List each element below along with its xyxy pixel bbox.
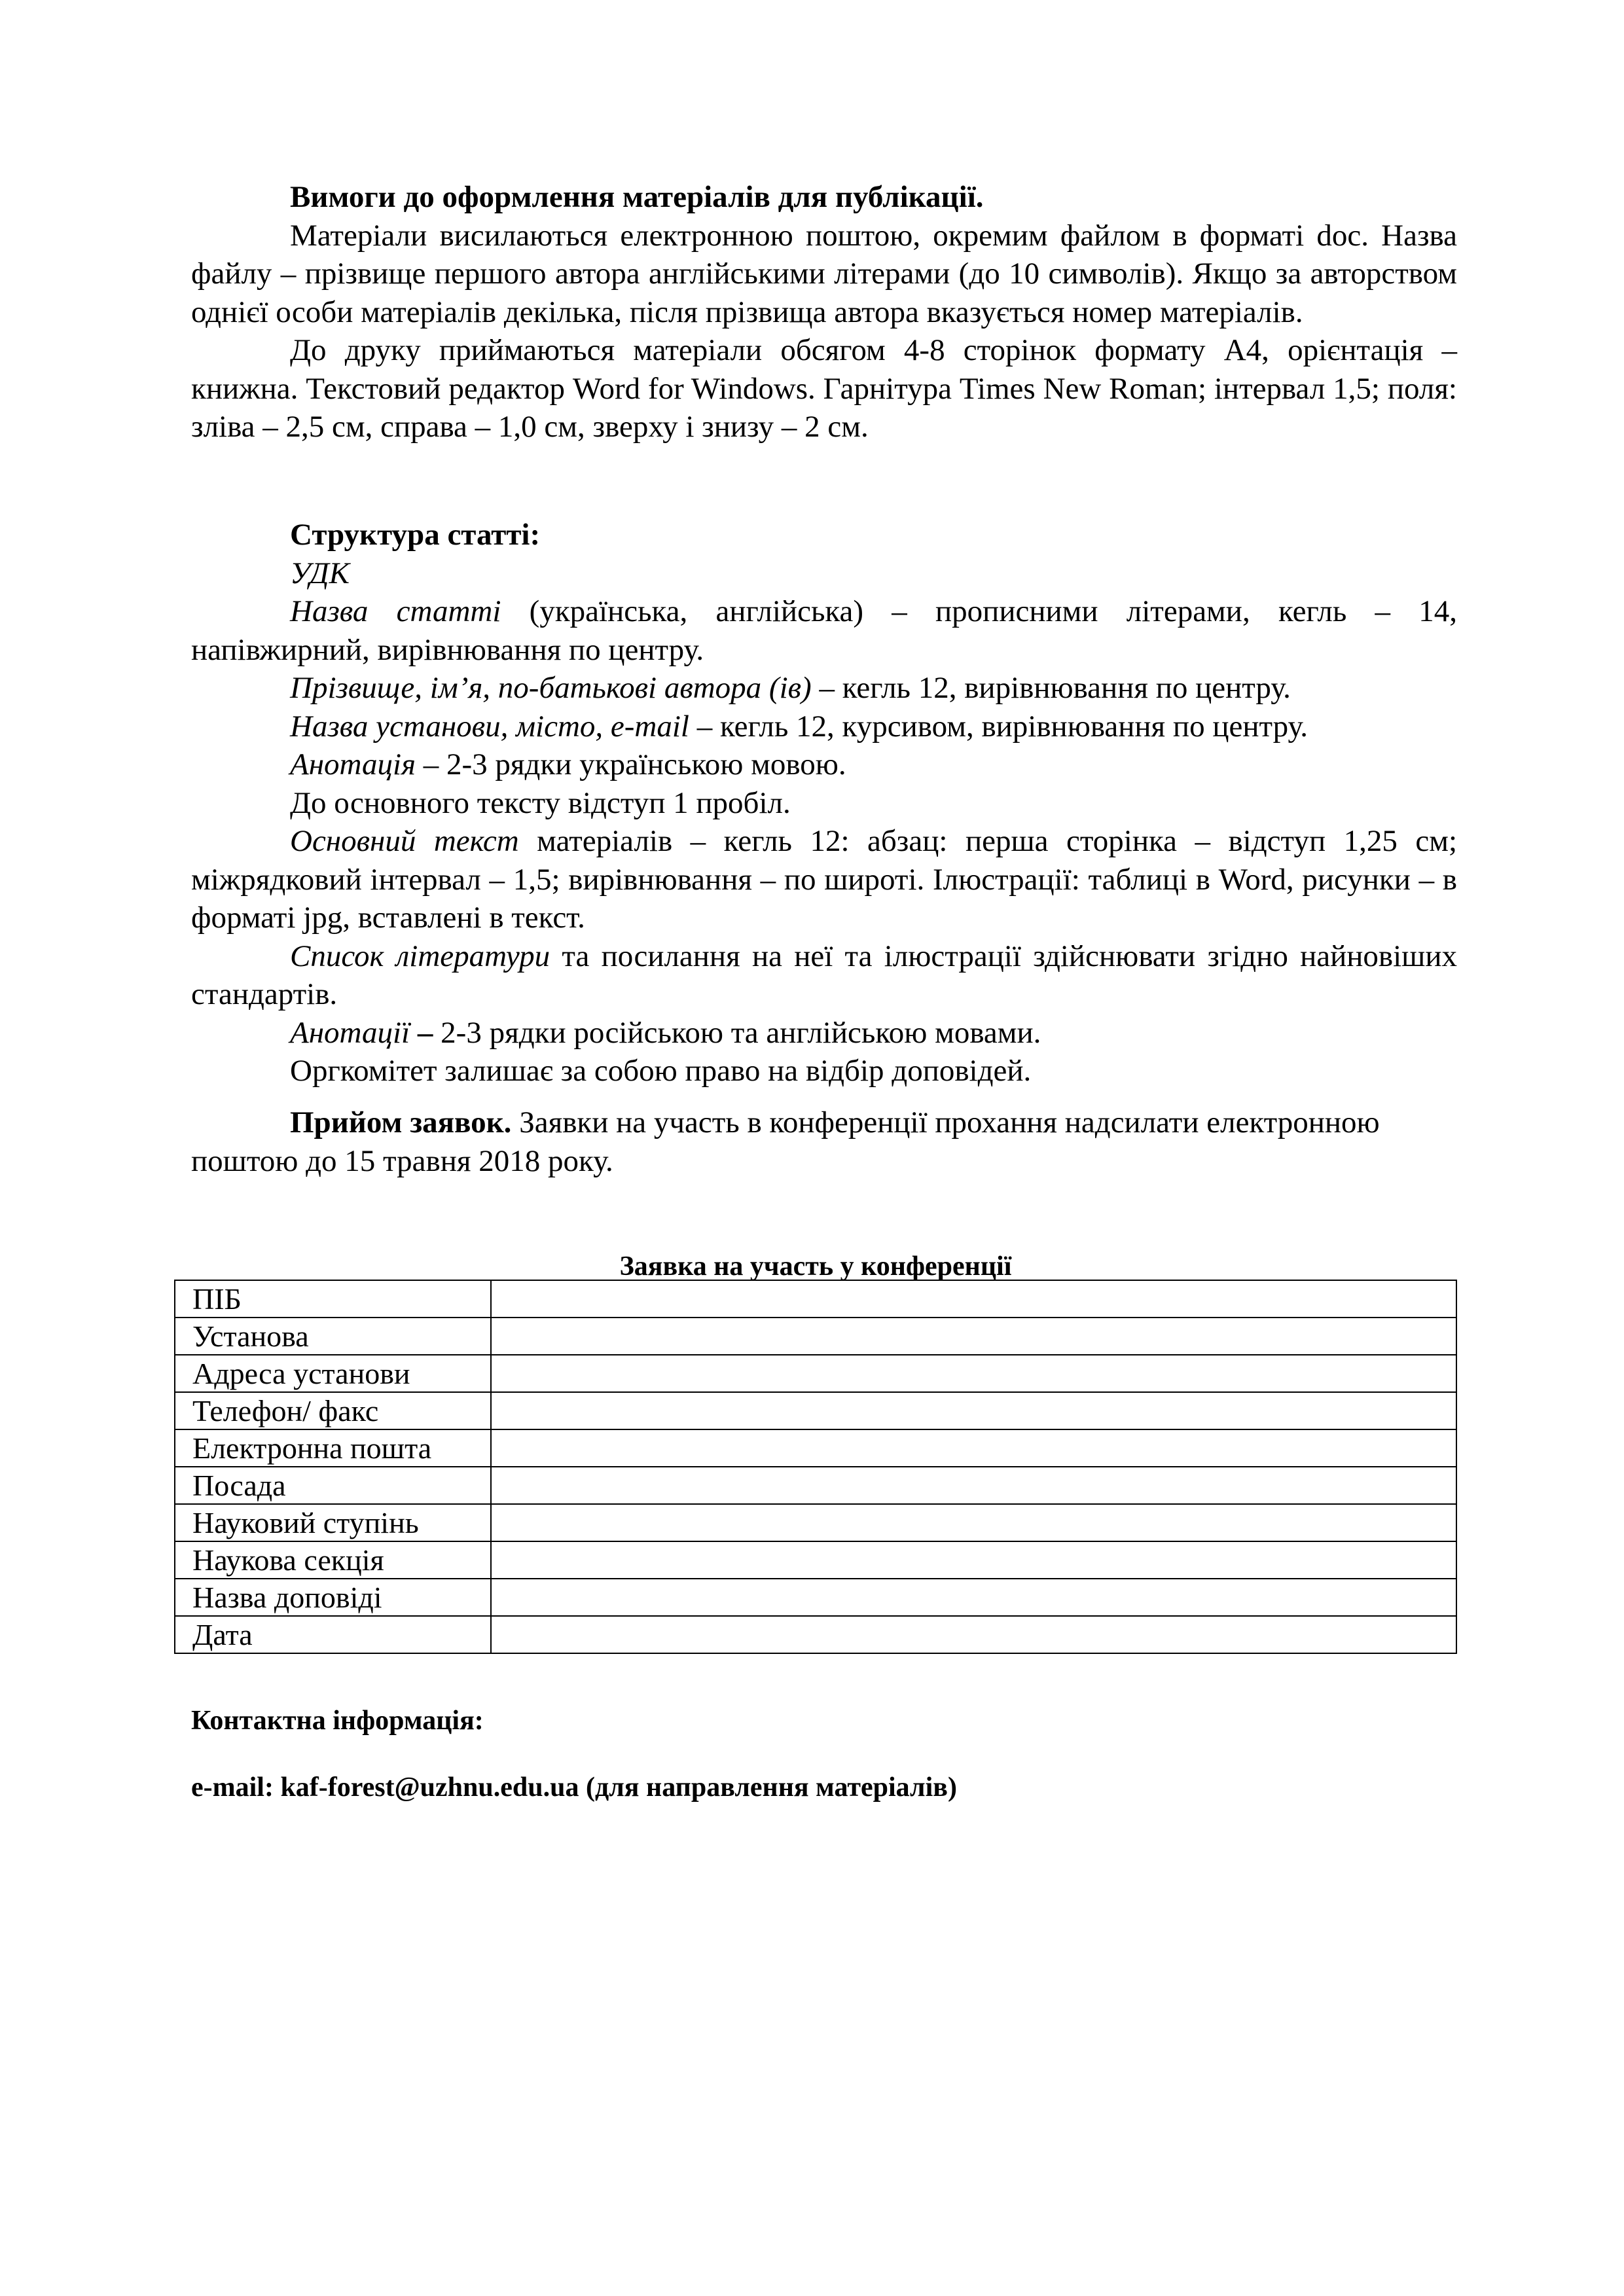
form-field-label: Посада xyxy=(175,1467,491,1504)
form-field-label: Адреса установи xyxy=(175,1355,491,1392)
form-field-label: Електронна пошта xyxy=(175,1429,491,1467)
requirements-paragraph-1: Матеріали висилаються електронною поштою, окремим файлом в форматі doc. Назва файлу – прізвище першого автора англійськими літерами (до 10 символів). Якщо за авторством однієї особи матеріалів декілька, після прізвища автора вказується номер матеріалів. xyxy=(191,218,1457,329)
requirements-paragraph-2: До друку приймаються матеріали обсягом 4-8 сторінок формату А4, орієнтація – книжна. Текстовий редактор Word for Windows. Гарнітура Times New Roman; інтервал 1,5; поля: зліва – 2,5 см, справа – 1,0 см, зверху і знизу – 2 см. xyxy=(191,333,1457,444)
form-field-label: Установа xyxy=(175,1318,491,1355)
form-row xyxy=(175,1318,1456,1355)
contact-heading: Контактна інформація: xyxy=(191,1706,484,1736)
udk-line: УДК xyxy=(290,556,350,590)
form-field-label: ПІБ xyxy=(175,1280,491,1318)
title-rule: Назва статті (українська, англійська) – прописними літерами, кегль – 14, напівжирний, вирівнювання по центру. xyxy=(191,594,1457,667)
form-field-value[interactable] xyxy=(491,1280,1456,1318)
form-field-label: Дата xyxy=(175,1616,491,1653)
form-field-value[interactable] xyxy=(491,1355,1456,1392)
abstracts-rule: Анотації – 2-3 рядки російською та англійською мовами. xyxy=(290,1015,1041,1050)
requirements-heading: Вимоги до оформлення матеріалів для публікації. xyxy=(290,180,984,214)
applications-section xyxy=(191,1103,1457,1180)
form-field-value[interactable] xyxy=(491,1318,1456,1355)
form-row xyxy=(175,1579,1456,1616)
form-field-label: Наукова секція xyxy=(175,1541,491,1579)
form-field-label: Телефон/ факс xyxy=(175,1392,491,1429)
form-field-value[interactable] xyxy=(491,1429,1456,1467)
structure-section xyxy=(191,516,1457,1090)
applications-paragraph: Прийом заявок. Заявки на участь в конференції прохання надсилати електронною поштою до 15 травня 2018 року. xyxy=(191,1105,1380,1178)
abstract-rule: Анотація – 2-3 рядки українською мовою. xyxy=(290,747,846,781)
main-text-rule: Основний текст матеріалів – кегль 12: абзац: перша сторінка – відступ 1,25 см; міжрядковий інтервал – 1,5; вирівнювання – по широті. Ілюстрації: таблиці в Word, рисунки – в форматі jpg, вставлені в текст. xyxy=(191,824,1458,935)
indent-note: До основного тексту відступ 1 пробіл. xyxy=(290,785,791,820)
form-row xyxy=(175,1280,1456,1318)
form-field-value[interactable] xyxy=(491,1392,1456,1429)
form-row xyxy=(175,1467,1456,1504)
committee-note: Оргкомітет залишає за собою право на відбір доповідей. xyxy=(290,1054,1032,1088)
form-field-value[interactable] xyxy=(491,1579,1456,1616)
form-row xyxy=(175,1541,1456,1579)
form-row xyxy=(175,1355,1456,1392)
form-field-label: Науковий ступінь xyxy=(175,1504,491,1541)
references-rule: Список літератури та посилання на неї та ілюстрації здійснювати згідно найновіших стандартів. xyxy=(191,939,1457,1011)
form-title: Заявка на участь у конференції xyxy=(619,1251,1012,1282)
form-field-value[interactable] xyxy=(491,1467,1456,1504)
form-field-label: Назва доповіді xyxy=(175,1579,491,1616)
author-rule: Прізвище, ім’я, по-батькові автора (ів) – кегль 12, вирівнювання по центру. xyxy=(290,671,1291,705)
form-field-value[interactable] xyxy=(491,1541,1456,1579)
form-row xyxy=(175,1392,1456,1429)
application-form-table xyxy=(174,1280,1457,1654)
form-row xyxy=(175,1616,1456,1653)
form-field-value[interactable] xyxy=(491,1504,1456,1541)
form-row xyxy=(175,1504,1456,1541)
structure-heading: Структура статті: xyxy=(290,518,541,552)
form-row xyxy=(175,1429,1456,1467)
institution-rule: Назва установи, місто, e-mail – кегль 12, курсивом, вирівнювання по центру. xyxy=(290,709,1308,744)
contact-email: e-mail: kaf-forest@uzhnu.edu.ua (для направлення матеріалів) xyxy=(191,1772,957,1803)
form-field-value[interactable] xyxy=(491,1616,1456,1653)
requirements-section xyxy=(191,178,1457,446)
